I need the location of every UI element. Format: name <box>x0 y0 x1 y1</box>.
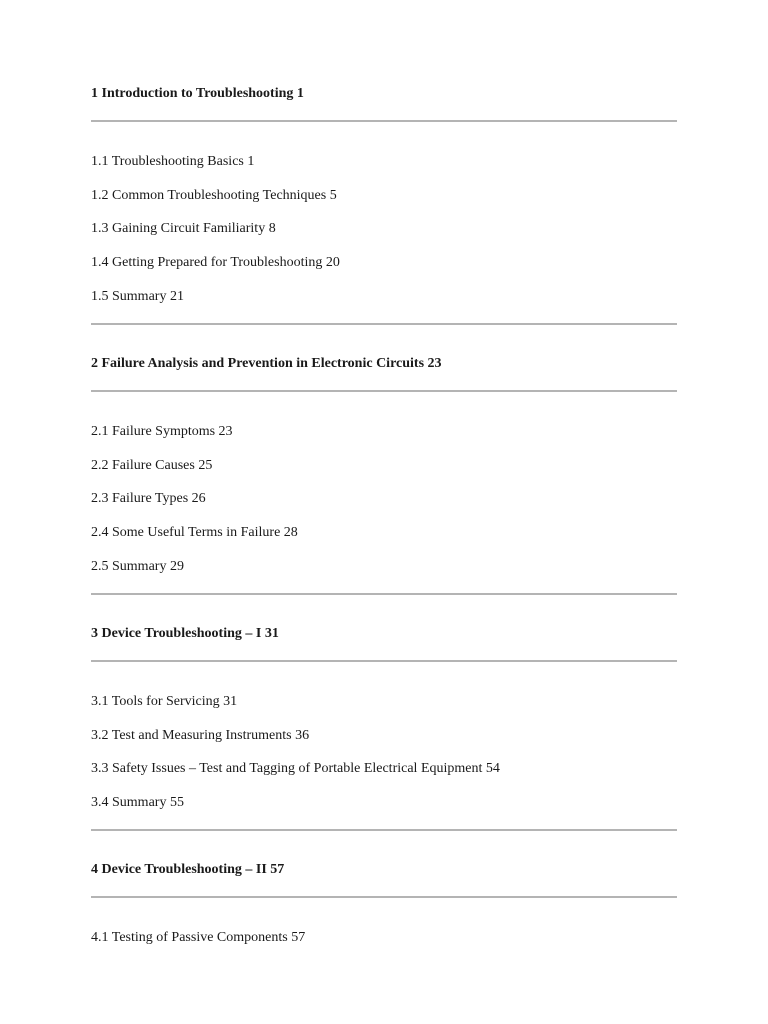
section-list <box>91 929 677 947</box>
chapter-divider <box>91 390 677 392</box>
section-list <box>91 423 677 576</box>
chapter-title: 3 Device Troubleshooting – I 31 <box>91 626 279 641</box>
chapter-title: 4 Device Troubleshooting – II 57 <box>91 862 285 877</box>
section-item: 3.2 Test and Measuring Instruments 36 <box>91 727 310 743</box>
chapter-end-divider <box>91 593 677 595</box>
section-item: 1.3 Gaining Circuit Familiarity 8 <box>91 221 276 237</box>
chapter-3 <box>91 625 677 831</box>
section-item: 2.1 Failure Symptoms 23 <box>91 424 233 439</box>
section-item: 1.4 Getting Prepared for Troubleshooting 20 <box>91 255 340 271</box>
section-item: 4.1 Testing of Passive Components 57 <box>91 930 306 945</box>
chapter-2 <box>91 355 677 595</box>
section-item: 1.1 Troubleshooting Basics 1 <box>91 154 255 169</box>
chapter-end-divider <box>91 323 677 325</box>
chapter-divider <box>91 896 677 898</box>
section-item: 3.3 Safety Issues – Test and Tagging of Portable Electrical Equipment 54 <box>91 761 500 777</box>
section-item: 1.5 Summary 21 <box>91 288 184 304</box>
section-list <box>91 153 677 306</box>
chapter-end-divider <box>91 829 677 831</box>
section-item: 3.4 Summary 55 <box>91 795 184 811</box>
chapter-4 <box>91 861 677 947</box>
section-item: 2.5 Summary 29 <box>91 558 184 574</box>
section-item: 3.1 Tools for Servicing 31 <box>91 694 238 709</box>
section-item: 2.4 Some Useful Terms in Failure 28 <box>91 525 298 541</box>
section-list <box>91 693 677 812</box>
chapter-title: 2 Failure Analysis and Prevention in Electronic Circuits 23 <box>91 356 442 371</box>
section-item: 2.2 Failure Causes 25 <box>91 457 213 473</box>
chapter-1 <box>91 85 677 325</box>
chapter-divider <box>91 660 677 662</box>
section-item: 1.2 Common Troubleshooting Techniques 5 <box>91 187 337 203</box>
section-item: 2.3 Failure Types 26 <box>91 491 206 507</box>
chapter-title: 1 Introduction to Troubleshooting 1 <box>91 86 304 101</box>
chapter-divider <box>91 120 677 122</box>
